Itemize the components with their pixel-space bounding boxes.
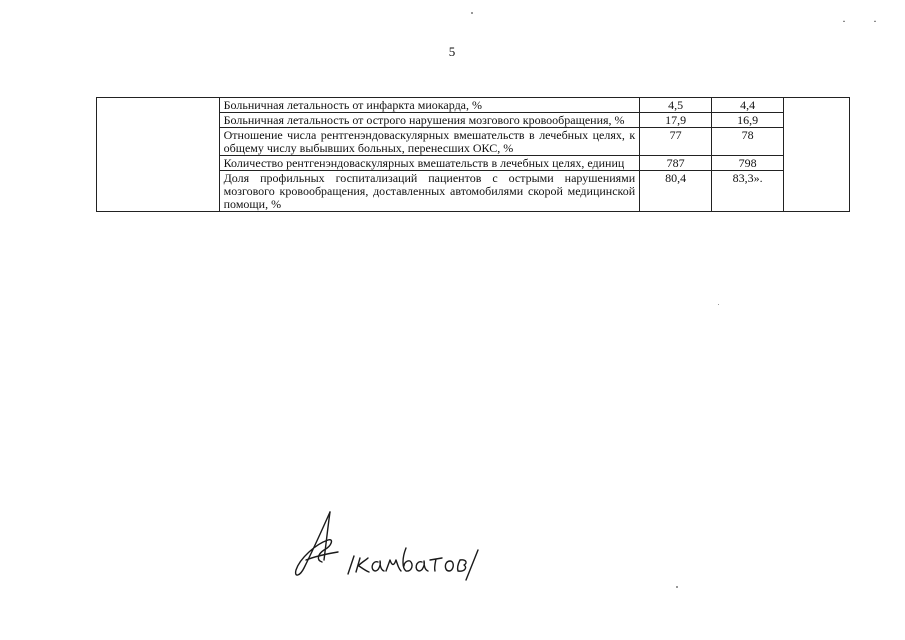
scan-speck: [471, 12, 473, 14]
indicator-value-1: 80,4: [640, 171, 712, 212]
indicator-value-2: 4,4: [712, 98, 784, 113]
table-row: [97, 98, 850, 113]
indicator-value-2: 16,9: [712, 113, 784, 128]
indicator-value-2: 78: [712, 128, 784, 156]
handwritten-signature: [282, 500, 512, 590]
indicator-value-1: 4,5: [640, 98, 712, 113]
corner-marks: · ·: [842, 14, 889, 28]
indicator-value-2: 798: [712, 156, 784, 171]
scan-speck: [718, 304, 719, 305]
indicator-value-2: 83,3».: [712, 171, 784, 212]
empty-right-cell: [784, 98, 850, 212]
scan-speck: [676, 586, 678, 588]
indicator-name: Больничная летальность от инфаркта миокарда, %: [219, 98, 640, 113]
indicator-name: Отношение числа рентгенэндоваскулярных вмешательств в лечебных целях, к общему числу выбывших больных, перенесших ОКС, %: [219, 128, 640, 156]
indicators-table: [96, 97, 850, 212]
indicator-name: Доля профильных госпитализаций пациентов с острыми нарушениями мозгового кровообращения, доставленных автомобилями скорой медицинской помощи, %: [219, 171, 640, 212]
indicator-name: Количество рентгенэндоваскулярных вмешательств в лечебных целях, единиц: [219, 156, 640, 171]
empty-left-cell: [97, 98, 220, 212]
indicator-value-1: 77: [640, 128, 712, 156]
page-number: 5: [448, 44, 456, 59]
indicator-value-1: 17,9: [640, 113, 712, 128]
indicator-name: Больничная летальность от острого нарушения мозгового кровообращения, %: [219, 113, 640, 128]
indicator-value-1: 787: [640, 156, 712, 171]
